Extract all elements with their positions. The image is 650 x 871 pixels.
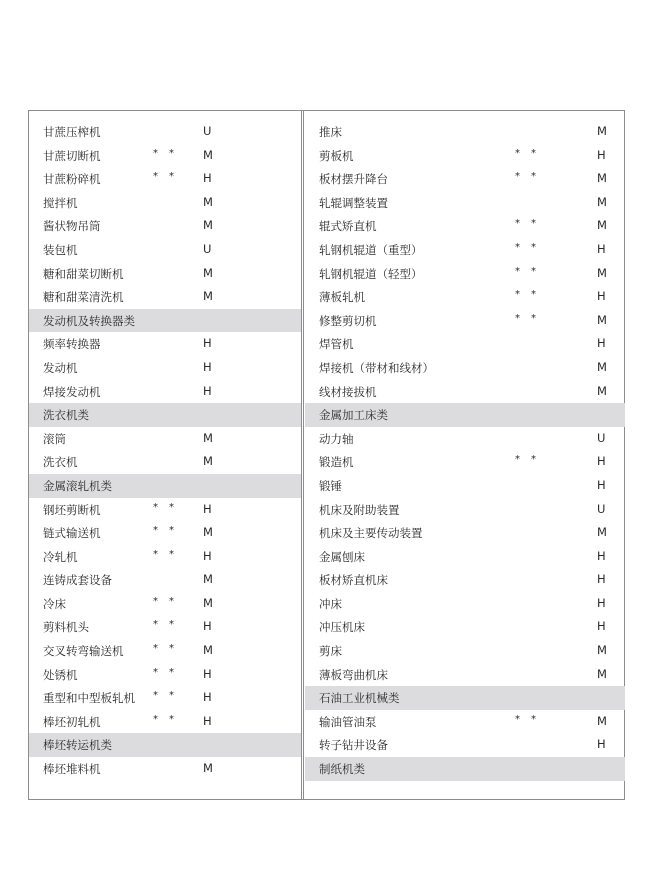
equipment-name: 冲压机床: [319, 620, 365, 635]
category-label: 金属滚轧机类: [43, 478, 112, 493]
category-label: 发动机及转换器类: [43, 313, 135, 328]
rating-stars: **: [153, 147, 185, 159]
class-code: M: [597, 525, 607, 540]
equipment-name: 剪床: [319, 644, 342, 659]
left-column: [29, 120, 301, 781]
equipment-name: 锻造机: [319, 455, 354, 470]
equipment-name: 甘蔗切断机: [43, 148, 101, 163]
table-row: [29, 568, 301, 592]
rating-stars: **: [515, 289, 547, 301]
table-row: [305, 615, 625, 639]
rating-stars: **: [153, 643, 185, 655]
table-row: [29, 686, 301, 710]
table-row: [29, 191, 301, 215]
equipment-name: 滚筒: [43, 431, 66, 446]
rating-stars: **: [515, 312, 547, 324]
class-code: H: [203, 359, 212, 374]
class-code: M: [597, 713, 607, 728]
equipment-name: 冷轧机: [43, 549, 78, 564]
table-row: [29, 214, 301, 238]
table-row: [29, 332, 301, 356]
table-row: [305, 592, 625, 616]
rating-stars: **: [515, 218, 547, 230]
category-label: 洗衣机类: [43, 408, 89, 423]
rating-stars: **: [153, 713, 185, 725]
table-row: [29, 498, 301, 522]
class-code: H: [597, 548, 606, 563]
equipment-name: 机床及主要传动装置: [319, 526, 423, 541]
table-row: [305, 262, 625, 286]
equipment-name: 轧钢机辊道（轻型）: [319, 266, 423, 281]
class-code: H: [203, 713, 212, 728]
table-row: [305, 356, 625, 380]
table-row: [29, 120, 301, 144]
class-code: M: [203, 147, 213, 162]
rating-stars: **: [153, 595, 185, 607]
equipment-name: 剪板机: [319, 148, 354, 163]
rating-stars: **: [153, 619, 185, 631]
equipment-name: 冷床: [43, 596, 66, 611]
table-row: [29, 356, 301, 380]
table-row: [29, 521, 301, 545]
equipment-name: 处锈机: [43, 667, 78, 682]
class-code: H: [203, 383, 212, 398]
class-code: M: [203, 430, 213, 445]
table-row: [305, 238, 625, 262]
table-row: [29, 615, 301, 639]
class-code: U: [597, 430, 606, 445]
equipment-name: 辊式矫直机: [319, 219, 377, 234]
class-code: H: [597, 477, 606, 492]
rating-stars: **: [153, 501, 185, 513]
equipment-name: 冲床: [319, 596, 342, 611]
class-code: M: [597, 171, 607, 186]
table-row: [305, 545, 625, 569]
equipment-name: 剪料机头: [43, 620, 89, 635]
category-header: [29, 309, 301, 333]
class-code: H: [203, 548, 212, 563]
rating-stars: **: [515, 265, 547, 277]
table-row: [305, 639, 625, 663]
equipment-name: 金属刨床: [319, 549, 365, 564]
equipment-name: 动力轴: [319, 431, 354, 446]
rating-stars: **: [515, 147, 547, 159]
class-code: H: [597, 241, 606, 256]
equipment-name: 频率转换器: [43, 337, 101, 352]
class-code: M: [203, 761, 213, 776]
table-row: [29, 380, 301, 404]
equipment-name: 转子钻井设备: [319, 738, 388, 753]
category-label: 棒坯转运机类: [43, 738, 112, 753]
column-divider: [301, 111, 304, 799]
class-code: M: [597, 643, 607, 658]
equipment-name: 重型和中型板轧机: [43, 691, 135, 706]
table-row: [305, 214, 625, 238]
class-code: M: [203, 525, 213, 540]
table-row: [305, 474, 625, 498]
table-row: [29, 450, 301, 474]
equipment-name: 钢坯剪断机: [43, 502, 101, 517]
table-row: [305, 733, 625, 757]
class-code: M: [597, 194, 607, 209]
category-header: [29, 403, 301, 427]
table-row: [305, 521, 625, 545]
table-row: [305, 710, 625, 734]
class-code: M: [597, 359, 607, 374]
equipment-name: 薄板弯曲机床: [319, 667, 388, 682]
table-row: [29, 167, 301, 191]
rating-stars: **: [153, 525, 185, 537]
table-row: [29, 238, 301, 262]
table-row: [305, 309, 625, 333]
table-row: [305, 450, 625, 474]
category-label: 金属加工床类: [319, 408, 388, 423]
equipment-name: 轧辊调整装置: [319, 195, 388, 210]
class-code: H: [203, 690, 212, 705]
class-code: M: [203, 289, 213, 304]
category-label: 制纸机类: [319, 762, 365, 777]
equipment-name: 输油管油泵: [319, 714, 377, 729]
class-code: M: [597, 218, 607, 233]
rating-stars: **: [153, 666, 185, 678]
table-row: [305, 498, 625, 522]
rating-stars: **: [153, 690, 185, 702]
class-code: M: [597, 383, 607, 398]
table-row: [29, 663, 301, 687]
equipment-name: 板材摆升降台: [319, 172, 388, 187]
equipment-name: 酱状物吊筒: [43, 219, 101, 234]
table-row: [305, 568, 625, 592]
table-row: [29, 710, 301, 734]
equipment-name: 棒坯堆料机: [43, 762, 101, 777]
equipment-name: 焊管机: [319, 337, 354, 352]
category-header: [305, 757, 625, 781]
class-code: M: [203, 572, 213, 587]
equipment-name: 棒坯初轧机: [43, 714, 101, 729]
class-code: M: [203, 265, 213, 280]
table-row: [29, 427, 301, 451]
equipment-name: 线材接拔机: [319, 384, 377, 399]
rating-stars: **: [153, 548, 185, 560]
class-code: H: [203, 501, 212, 516]
class-code: H: [597, 336, 606, 351]
table-row: [29, 545, 301, 569]
table-row: [305, 144, 625, 168]
class-code: M: [203, 454, 213, 469]
table-row: [305, 167, 625, 191]
rating-stars: **: [515, 241, 547, 253]
class-code: U: [597, 501, 606, 516]
category-header: [29, 474, 301, 498]
table-row: [29, 592, 301, 616]
class-code: H: [597, 572, 606, 587]
equipment-name: 装包机: [43, 242, 78, 257]
equipment-name: 修整剪切机: [319, 313, 377, 328]
class-code: U: [203, 241, 212, 256]
equipment-name: 甘蔗压榨机: [43, 125, 101, 139]
table-row: [29, 757, 301, 781]
equipment-name: 锻锤: [319, 478, 342, 493]
equipment-name: 机床及附助装置: [319, 502, 400, 517]
class-code: H: [597, 619, 606, 634]
category-header: [305, 686, 625, 710]
equipment-name: 洗衣机: [43, 455, 78, 470]
equipment-name: 交叉转弯输送机: [43, 644, 124, 659]
table-row: [305, 380, 625, 404]
class-code: U: [203, 124, 212, 138]
table-row: [305, 191, 625, 215]
class-code: H: [597, 595, 606, 610]
rating-stars: **: [515, 171, 547, 183]
rating-stars: **: [153, 171, 185, 183]
equipment-name: 推床: [319, 125, 342, 139]
table-row: [29, 285, 301, 309]
class-code: H: [597, 147, 606, 162]
table-row: [29, 639, 301, 663]
class-code: H: [203, 336, 212, 351]
class-code: M: [597, 124, 607, 138]
table-row: [305, 285, 625, 309]
equipment-table: [28, 110, 625, 800]
equipment-name: 链式输送机: [43, 526, 101, 541]
rating-stars: **: [515, 713, 547, 725]
class-code: M: [203, 194, 213, 209]
class-code: M: [203, 218, 213, 233]
equipment-name: 薄板轧机: [319, 290, 365, 305]
right-column: [305, 120, 625, 781]
equipment-name: 连铸成套设备: [43, 573, 112, 588]
equipment-name: 糖和甜菜切断机: [43, 266, 124, 281]
equipment-name: 糖和甜菜清洗机: [43, 290, 124, 305]
class-code: H: [203, 619, 212, 634]
table-row: [29, 144, 301, 168]
class-code: H: [597, 737, 606, 752]
table-row: [305, 120, 625, 144]
equipment-name: 甘蔗粉碎机: [43, 172, 101, 187]
equipment-name: 搅拌机: [43, 195, 78, 210]
category-header: [29, 733, 301, 757]
class-code: M: [597, 666, 607, 681]
class-code: M: [203, 595, 213, 610]
category-label: 石油工业机械类: [319, 691, 400, 706]
equipment-name: 板材矫直机床: [319, 573, 388, 588]
equipment-name: 焊接发动机: [43, 384, 101, 399]
table-row: [305, 332, 625, 356]
table-row: [305, 663, 625, 687]
class-code: M: [203, 643, 213, 658]
class-code: M: [597, 312, 607, 327]
table-row: [305, 427, 625, 451]
rating-stars: **: [515, 454, 547, 466]
equipment-name: 轧钢机辊道（重型）: [319, 242, 423, 257]
equipment-name: 发动机: [43, 360, 78, 375]
class-code: H: [597, 289, 606, 304]
class-code: M: [597, 265, 607, 280]
equipment-name: 焊接机（带材和线材）: [319, 360, 434, 375]
class-code: H: [597, 454, 606, 469]
class-code: H: [203, 171, 212, 186]
class-code: H: [203, 666, 212, 681]
table-row: [29, 262, 301, 286]
category-header: [305, 403, 625, 427]
